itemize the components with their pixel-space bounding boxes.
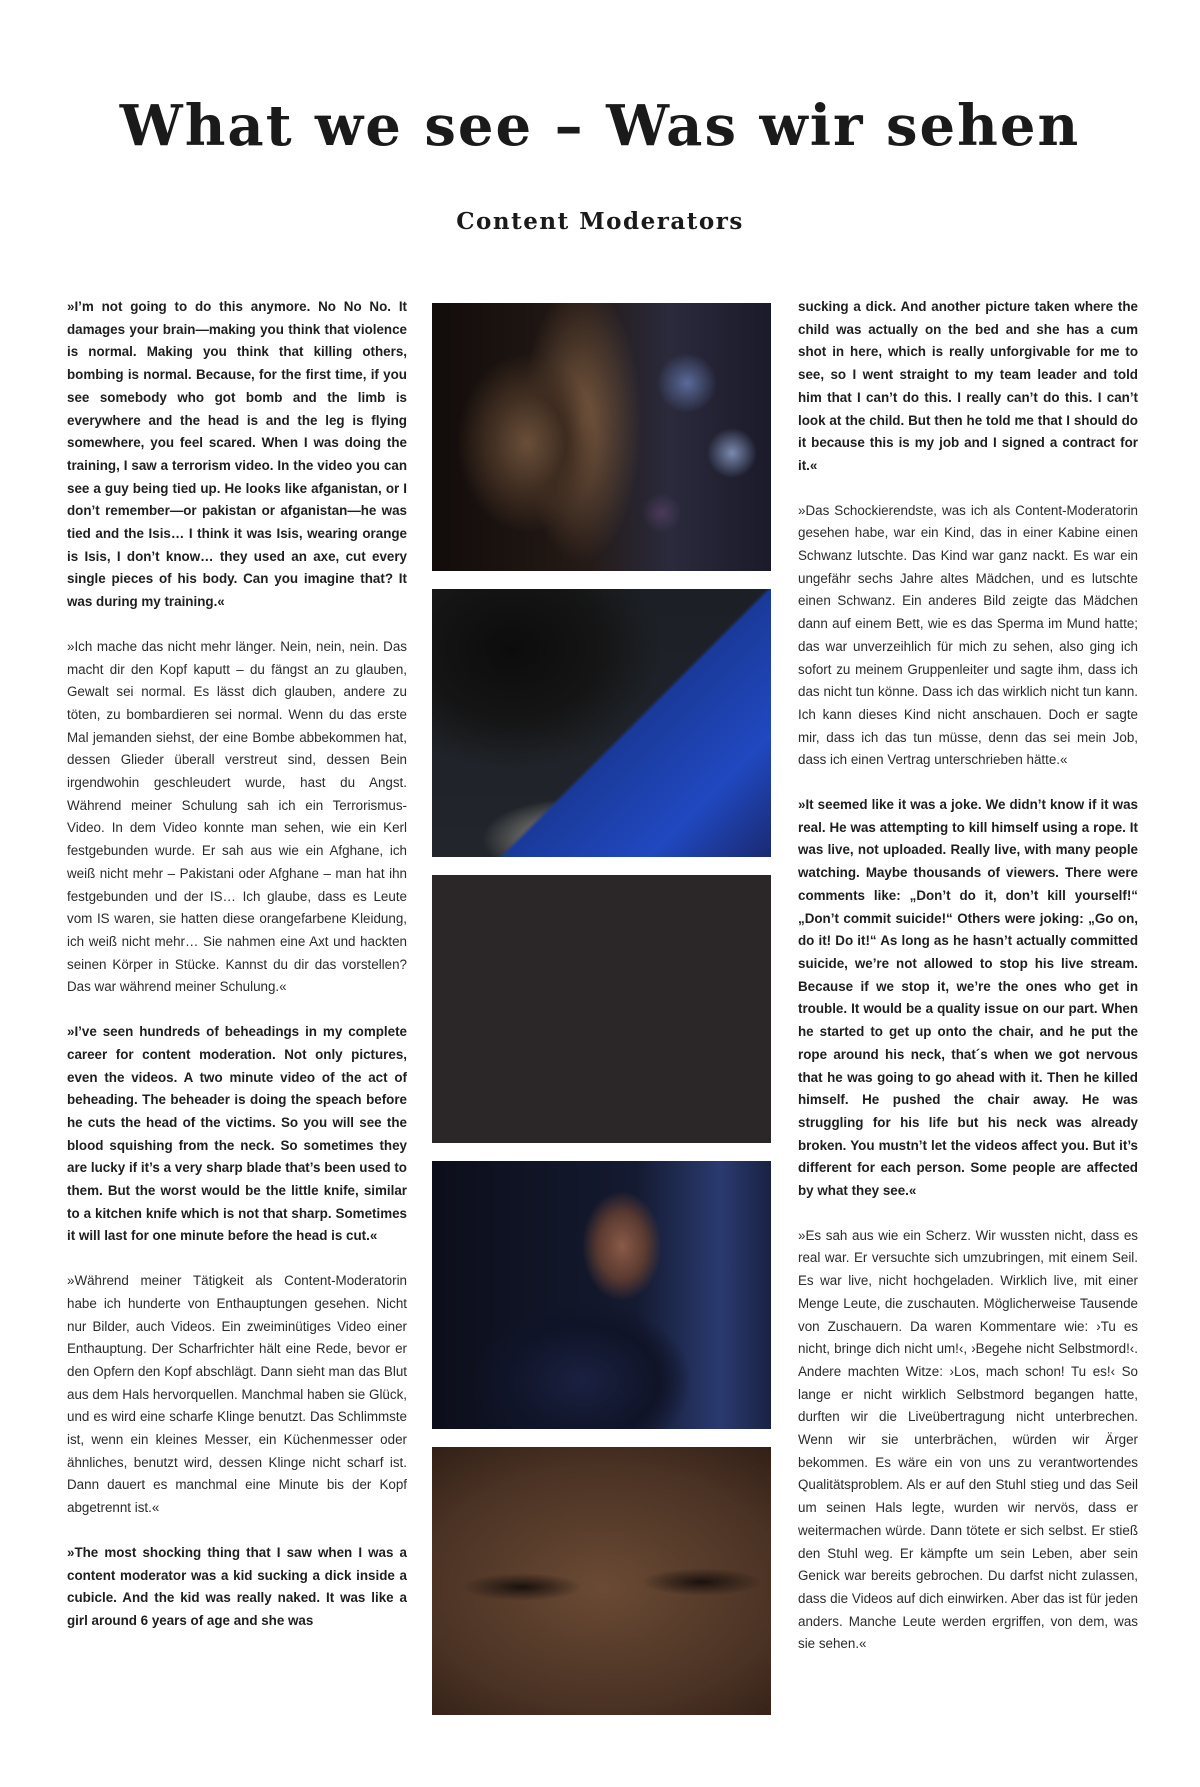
quote-english-shocking-end: sucking a dick. And another picture taken where the child was actually on the bed and she has a cum shot in here, which is really unforgivable for me to see, so I went straight to my team leader and told him that I can’t do this. I really can’t do this. I can’t look at the child. But then he told me that I should do it because this is my job and I signed a contract for it.« [798, 299, 1138, 473]
left-text-column [67, 296, 407, 1633]
quote-english-beheadings: »I’ve seen hundreds of beheadings in my complete career for content moderation. Not only pictures, even the videos. A two minute video of the act of beheading. The beheader is doing the speach before he cuts the head of the victims. So you will see the blood squishing from the neck. So sometimes they are lucky if it’s a very sharp blade that’s been used to them. But the worst would be the little knife, similar to a kitchen knife which is not that sharp. Sometimes it will last for one minute before the head is cut.« [67, 1024, 407, 1244]
right-text-column [798, 296, 1138, 1656]
quote-german-training-video: »Ich mache das nicht mehr länger. Nein, nein, nein. Das macht dir den Kopf kaputt – du fängst an zu glauben, Gewalt sei normal. Es lässt dich glauben, andere zu töten, zu bombardieren sei normal. Wenn du das erste Mal jemanden siehst, der eine Bombe abbekommen hat, dessen Glieder überall verstreut sind, dessen Bein irgendwohin geschleudert wurde, hast du Angst. Während meiner Schulung sah ich ein Terrorismus-Video. In dem Video konnte man sehen, wie ein Kerl festgebunden wurde. Er sah aus wie ein Afghane, ich weiß nicht mehr – Pakistani oder Afghane – man hat ihn festgebunden und der IS… Ich glaube, dass es Leute vom IS waren, sie hatten diese orangefarbene Kleidung, ich weiß nicht mehr… Sie nahmen eine Axt und hackten seinen Körper in Stücke. Kannst du dir das vorstellen? Das war während meiner Schulung.« [67, 638, 407, 995]
photo-dark-frame [432, 875, 771, 1143]
quote-german-live-stream: »Es sah aus wie ein Scherz. Wir wussten nicht, dass es real war. Er versuchte sich umzubringen, mit einem Seil. Es war live, nicht hochgeladen. Wirklich live, mit einer Menge Leute, die zuschauten. Möglicherweise Tausende von Zuschauern. Da waren Kommentare wie: ›Tu es nicht, bringe dich nicht um!‹, ›Begehe nicht Selbstmord!‹. Andere machten Witze: ›Los, mach schon! Tu es!‹ So lange er nicht wirklich Selbstmord begangen hatte, durften wir die Liveübertragung nicht unterbrechen. Wenn wir sie unterbrächen, würden wir Ärger bekommen. Es wäre ein von uns zu verantwortendes Qualitätsproblem. Als er auf den Stuhl stieg und das Seil um seinen Hals legte, wurden wir nervös, dass er weitermachen würde. Dann tötete er sich selbst. Er stieß den Stuhl weg. Er kämpfte um sein Leben, aber sein Genick war bereits gebrochen. Du darfst nicht zulassen, dass die Videos auf dich einwirken. Aber das ist für jeden anders. Manche Leute werden ergriffen, von dem, was sie sehen.« [798, 1227, 1138, 1652]
quote-german-beheadings: »Während meiner Tätigkeit als Content-Moderatorin habe ich hunderte von Enthauptungen gesehen. Nicht nur Bilder, auch Videos. Ein zweiminütiges Video einer Enthauptung. Der Scharfrichter hält eine Rede, bevor er den Opfern den Kopf abschlägt. Dann sieht man das Blut aus dem Hals hervorquellen. Manchmal haben sie Glück, und es wird eine scharfe Klinge benutzt. Das Schlimmste ist, wenn ein kleines Messer, ein Küchenmesser oder ähnliches, benutzt wird, dessen Klinge nicht scharf ist. Dann dauert es manchmal eine Minute bis der Kopf abgetrennt ist.« [67, 1273, 407, 1516]
quote-english-training-video: »I’m not going to do this anymore. No No No. It damages your brain—making you think that violence is normal. Making you think that killing others, bombing is normal. Because, for the first time, if you see somebody who got bomb and the limb is everywhere and the head is and the leg is flying somewhere, you feel scared. When I was doing the training, I saw a terrorism video. In the video you can see a guy being tied up. He looks like afganistan, or I don’t remember—or pakistan or afganistan—he was tied and the Isis… I think it was Isis, wearing orange is Isis, I don’t know… they used an axe, cut every single pieces of his body. Can you imagine that? It was during my training.« [67, 299, 407, 610]
quote-english-shocking-start: »The most shocking thing that I saw when I was a content moderator was a kid sucking a dick inside a cubicle. And the kid was really naked. It was like a girl around 6 years of age and she was [67, 1544, 407, 1628]
photo-eyes-closeup [432, 1447, 771, 1715]
photo-woman-facing-screen [432, 1161, 771, 1429]
quote-english-live-stream: »It seemed like it was a joke. We didn’t know if it was real. He was attempting to kill himself using a rope. It was live, not uploaded. Really live, with many people watching. Maybe thousands of viewers. There were comments like: „Don’t do it, don’t kill yourself!“ „Don’t commit suicide!“ Others were joking: „Go on, do it! Do it!“ As long as he hasn’t actually committed suicide, we’re not allowed to stop his live stream. Because if we stop it, we’re the ones who get in trouble. It would be a quality issue on our part. When he started to get up onto the chair, and he put the rope around his neck, that´s when we got nervous that he was going to go ahead with it. Then he killed himself. He pushed the chair away. He was struggling for his life but his neck was already broken. You mustn’t let the videos affect you. But it’s different for each person. Some people are affected by what they see.« [798, 797, 1138, 1199]
photo-woman-profile-long-hair [432, 303, 771, 571]
photo-strip [432, 303, 771, 1733]
page-title: What we see – Was wir sehen [119, 93, 1081, 159]
page-subtitle: Content Moderators [456, 208, 744, 235]
quote-german-shocking: »Das Schockierendste, was ich als Content-Moderatorin gesehen habe, war ein Kind, das in einer Kabine einen Schwanz lutschte. Das Kind war ganz nackt. Es war ein ungefähr sechs Jahre altes Mädchen, und es lutschte einen Schwanz. Ein anderes Bild zeigte das Mädchen dann auf einem Bett, wie es das Sperma im Mund hatte; das war unverzeihlich für mich zu sehen, also ging ich sofort zu meinem Gruppenleiter und sagte ihm, dass ich das nicht tun könne. Dass ich das wirklich nicht tun kann. Ich kann dieses Kind nicht anschauen. Doch er sagte mir, dass ich das tun müsse, denn das sei mein Job, dass ich einen Vertrag unterschrieben hätte.« [798, 502, 1138, 768]
photo-woman-at-blue-monitor [432, 589, 771, 857]
